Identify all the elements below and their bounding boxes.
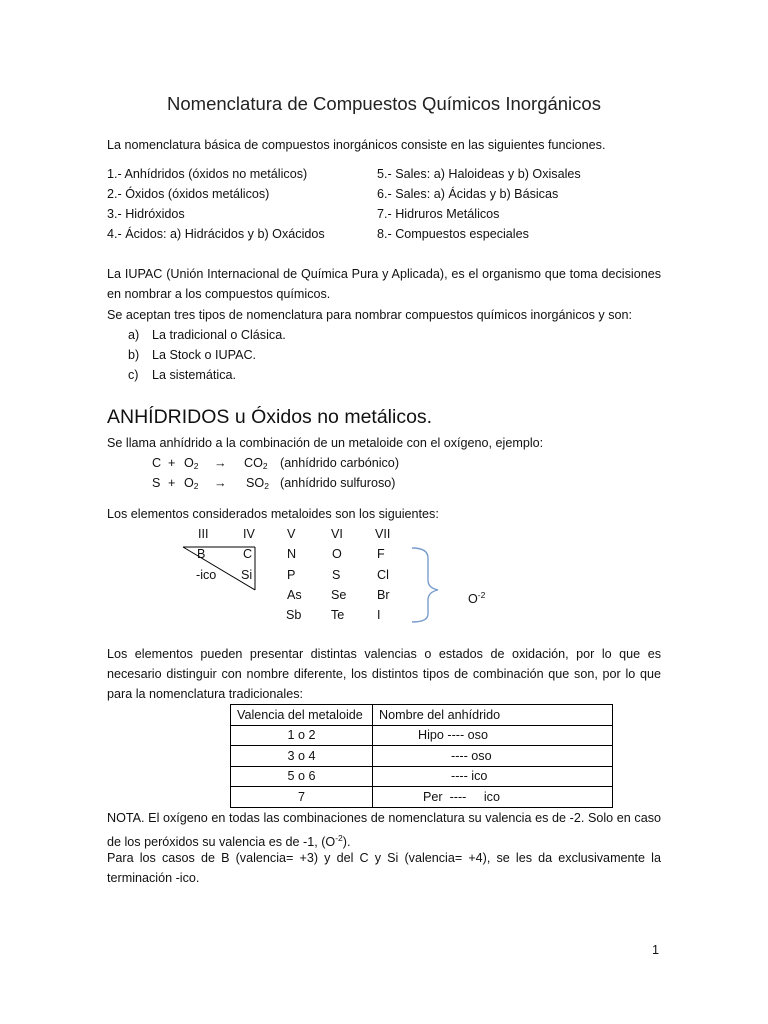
valence-table <box>230 704 613 808</box>
group-v: V <box>287 527 296 541</box>
table-cell-name: Hipo ---- oso <box>373 725 613 746</box>
reaction-1-plus: + <box>168 456 176 470</box>
reaction-2-oxygen: $O_2$ <box>184 476 199 491</box>
function-item-4: 4.- Ácidos: a) Hidrácidos y b) Oxácidos <box>107 227 325 241</box>
table-header-valence: Valencia del metaloide <box>231 705 373 726</box>
reaction-2-reactant: S <box>152 476 161 490</box>
nota-paragraph: NOTA. El oxígeno en todas las combinaciones de nomenclatura su valencia es de -2. Solo en caso de los peróxidos su valencia es de -1, $(O^{-2})$. <box>107 811 661 849</box>
element-f: F <box>377 547 385 561</box>
intro-text: La nomenclatura básica de compuestos inorgánicos consiste en las siguientes funciones. <box>107 138 606 152</box>
table-cell-name: ---- ico <box>373 766 613 787</box>
valence-paragraph: Los elementos pueden presentar distintas valencias o estados de oxidación, por lo que es necesario distinguir con nombre diferente, los distintos tipos de combinación que son, por lo que para la nomenclatura tradicionales: <box>107 647 661 701</box>
reaction-2-name: (anhídrido sulfuroso) <box>280 476 396 490</box>
element-si: Si <box>241 568 253 582</box>
type-letter-a: a) <box>128 328 140 342</box>
element-sb: Sb <box>286 608 302 622</box>
table-row <box>231 746 613 767</box>
table-header-row <box>231 705 613 726</box>
final-paragraph: Para los casos de B (valencia= +3) y del C y Si (valencia= +4), se les da exclusivamente la terminación -ico. <box>107 851 661 885</box>
function-item-6: 6.- Sales: a) Ácidas y b) Básicas <box>377 187 559 201</box>
function-item-2: 2.- Óxidos (óxidos metálicos) <box>107 187 270 201</box>
table-cell-name: ---- oso <box>373 746 613 767</box>
reaction-2-plus: + <box>168 476 176 490</box>
oxide-ion: $O^{-2}$ <box>468 590 486 606</box>
element-as: As <box>287 588 302 602</box>
page-title: Nomenclatura de Compuestos Químicos Inorgánicos <box>167 93 601 114</box>
element-se: Se <box>331 588 347 602</box>
metaloids-intro: Los elementos considerados metaloides son los siguientes: <box>107 507 439 521</box>
type-letter-b: b) <box>128 348 140 362</box>
element-te: Te <box>331 608 345 622</box>
page-number: 1 <box>652 943 660 957</box>
function-item-3: 3.- Hidróxidos <box>107 207 185 221</box>
reaction-2-arrow: → <box>214 476 227 490</box>
function-item-7: 7.- Hidruros Metálicos <box>377 207 500 221</box>
reaction-1-name: (anhídrido carbónico) <box>280 456 400 470</box>
reaction-1-oxygen: $O_2$ <box>184 456 199 471</box>
table-cell-valence: 7 <box>231 787 373 808</box>
section-heading: ANHÍDRIDOS u Óxidos no metálicos. <box>107 406 433 428</box>
type-text-b: La Stock o IUPAC. <box>152 348 257 362</box>
curly-brace-icon <box>410 544 450 626</box>
type-text-c: La sistemática. <box>152 368 236 382</box>
table-header-name: Nombre del anhídrido <box>373 705 613 726</box>
element-s: S <box>332 568 341 582</box>
table-row <box>231 787 613 808</box>
group-vii: VII <box>375 527 391 541</box>
group-vi: VI <box>331 527 343 541</box>
table-row <box>231 725 613 746</box>
table-cell-valence: 5 o 6 <box>231 766 373 787</box>
function-item-5: 5.- Sales: a) Haloideas y b) Oxisales <box>377 167 581 181</box>
types-intro: Se aceptan tres tipos de nomenclatura para nombrar compuestos químicos inorgánicos y son: <box>107 308 633 322</box>
element-n: N <box>287 547 297 561</box>
reaction-1-product: $CO_2$ <box>244 456 268 471</box>
group-iii: III <box>198 527 209 541</box>
reaction-1-arrow: → <box>214 456 227 470</box>
table-cell-name: Per ---- ico <box>373 787 613 808</box>
function-item-8: 8.- Compuestos especiales <box>377 227 529 241</box>
iupac-paragraph: La IUPAC (Unión Internacional de Química Pura y Aplicada), es el organismo que toma decisiones en nombrar a los compuestos químicos. <box>107 267 661 301</box>
element-c: C <box>243 547 253 561</box>
table-cell-valence: 3 o 4 <box>231 746 373 767</box>
element-cl: Cl <box>377 568 389 582</box>
element-o: O <box>332 547 342 561</box>
element-br: Br <box>377 588 390 602</box>
type-text-a: La tradicional o Clásica. <box>152 328 286 342</box>
type-letter-c: c) <box>128 368 139 382</box>
suffix-ico: -ico <box>196 568 217 582</box>
element-i: I <box>377 608 381 622</box>
function-item-1: 1.- Anhídridos (óxidos no metálicos) <box>107 167 308 181</box>
element-p: P <box>287 568 296 582</box>
reaction-2-product: $SO_2$ <box>246 476 269 491</box>
table-row <box>231 766 613 787</box>
group-iv: IV <box>243 527 255 541</box>
reaction-1-reactant: C <box>152 456 162 470</box>
element-b: B <box>197 547 206 561</box>
definition-text: Se llama anhídrido a la combinación de un metaloide con el oxígeno, ejemplo: <box>107 436 544 450</box>
table-cell-valence: 1 o 2 <box>231 725 373 746</box>
